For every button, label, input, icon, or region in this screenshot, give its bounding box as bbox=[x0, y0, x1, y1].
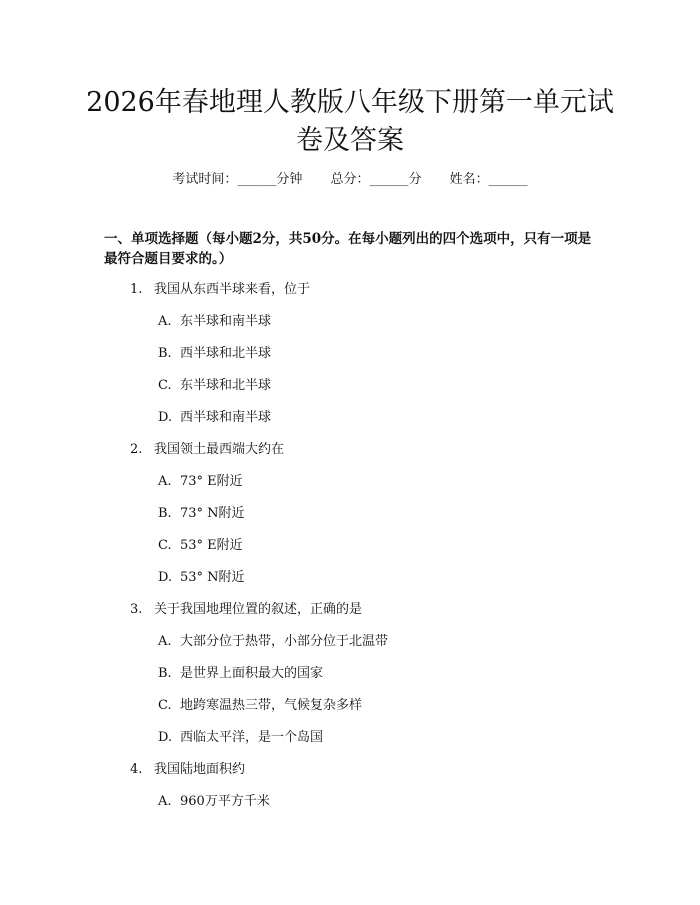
option-text: 73° E附近 bbox=[180, 474, 243, 489]
option-letter: B. bbox=[158, 346, 172, 361]
option-1d bbox=[104, 408, 604, 440]
student-name-field: 姓名：______ bbox=[449, 172, 528, 187]
question-number: 3. bbox=[130, 602, 143, 617]
question-2 bbox=[104, 440, 604, 472]
option-text: 53° E附近 bbox=[180, 538, 243, 553]
option-letter: A. bbox=[158, 474, 172, 489]
section-heading: 一、单项选择题（每小题2分，共50分。在每小题列出的四个选项中，只有一项是最符合题目要求的。） bbox=[104, 231, 592, 267]
question-number: 4. bbox=[130, 762, 143, 777]
option-3a bbox=[104, 632, 604, 664]
option-text: 西临太平洋，是一个岛国 bbox=[180, 730, 324, 745]
question-text: 关于我国地理位置的叙述，正确的是 bbox=[154, 602, 363, 617]
option-letter: D. bbox=[158, 570, 173, 585]
option-2b bbox=[104, 504, 604, 536]
question-list bbox=[104, 280, 604, 824]
total-score-field: 总分：______分 bbox=[330, 172, 422, 187]
option-text: 东半球和北半球 bbox=[180, 378, 272, 393]
option-letter: C. bbox=[158, 378, 172, 393]
option-2d bbox=[104, 568, 604, 600]
question-number: 2. bbox=[130, 442, 143, 457]
option-letter: D. bbox=[158, 730, 173, 745]
option-1c bbox=[104, 376, 604, 408]
question-4 bbox=[104, 760, 604, 792]
option-letter: B. bbox=[158, 666, 172, 681]
option-3d bbox=[104, 728, 604, 760]
option-letter: D. bbox=[158, 410, 173, 425]
exam-time-field: 考试时间：______分钟 bbox=[172, 172, 303, 187]
option-letter: A. bbox=[158, 794, 172, 809]
exam-title: 2026年春地理人教版八年级下册第一单元试卷及答案 bbox=[86, 87, 614, 156]
option-2a bbox=[104, 472, 604, 504]
option-letter: B. bbox=[158, 506, 172, 521]
option-letter: A. bbox=[158, 314, 172, 329]
question-1 bbox=[104, 280, 604, 312]
option-letter: C. bbox=[158, 698, 172, 713]
option-text: 960万平方千米 bbox=[180, 794, 270, 809]
option-4a bbox=[104, 792, 604, 824]
question-number: 1. bbox=[130, 282, 143, 297]
option-1b bbox=[104, 344, 604, 376]
question-text: 我国陆地面积约 bbox=[154, 762, 246, 777]
question-text: 我国从东西半球来看，位于 bbox=[154, 282, 311, 297]
option-letter: C. bbox=[158, 538, 172, 553]
exam-meta bbox=[0, 168, 700, 187]
option-1a bbox=[104, 312, 604, 344]
question-3 bbox=[104, 600, 604, 632]
option-letter: A. bbox=[158, 634, 172, 649]
option-3c bbox=[104, 696, 604, 728]
option-text: 是世界上面积最大的国家 bbox=[180, 666, 324, 681]
option-text: 53° N附近 bbox=[180, 570, 245, 585]
question-text: 我国领土最西端大约在 bbox=[154, 442, 285, 457]
option-text: 东半球和南半球 bbox=[180, 314, 272, 329]
option-2c bbox=[104, 536, 604, 568]
option-text: 73° N附近 bbox=[180, 506, 245, 521]
option-3b bbox=[104, 664, 604, 696]
option-text: 地跨寒温热三带，气候复杂多样 bbox=[180, 698, 363, 713]
option-text: 大部分位于热带，小部分位于北温带 bbox=[180, 634, 389, 649]
option-text: 西半球和北半球 bbox=[180, 346, 272, 361]
option-text: 西半球和南半球 bbox=[180, 410, 272, 425]
